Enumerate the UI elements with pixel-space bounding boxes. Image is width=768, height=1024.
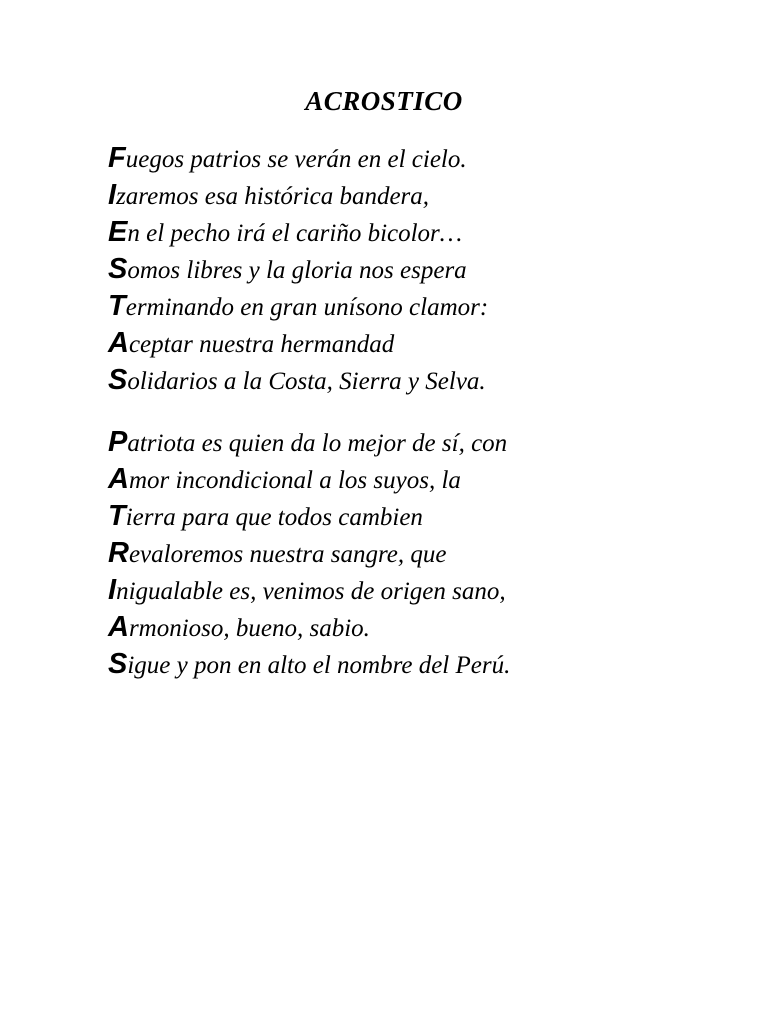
poem-line — [108, 288, 728, 325]
acrostic-initial: S — [108, 253, 128, 285]
poem-line — [108, 646, 728, 683]
poem-line — [108, 424, 728, 461]
acrostic-initial: A — [108, 463, 129, 495]
line-text: rmonioso, bueno, sabio. — [128, 615, 370, 642]
poem-line — [108, 140, 728, 177]
acrostic-initial: R — [108, 537, 129, 569]
line-text: evaloremos nuestra sangre, que — [128, 541, 447, 568]
poem-line — [108, 362, 728, 399]
acrostic-initial: S — [108, 364, 128, 396]
acrostic-initial: P — [108, 426, 128, 458]
line-text: nigualable es, venimos de origen sano, — [116, 578, 506, 605]
poem-line — [108, 572, 728, 609]
acrostic-initial: S — [108, 648, 128, 680]
poem-line — [108, 214, 728, 251]
acrostic-initial: A — [108, 611, 129, 643]
line-text: ierra para que todos cambien — [125, 504, 423, 531]
line-text: mor incondicional a los suyos, la — [128, 467, 461, 494]
poem-line — [108, 535, 728, 572]
line-text: ceptar nuestra hermandad — [128, 331, 395, 358]
poem-line — [108, 461, 728, 498]
poem-title: ACROSTICO — [305, 86, 463, 116]
poem-line — [108, 177, 728, 214]
poem-line — [108, 251, 728, 288]
acrostic-initial: T — [108, 290, 126, 322]
stanza-fiestas — [108, 140, 728, 399]
poem-line — [108, 609, 728, 646]
line-text: zaremos esa histórica bandera, — [116, 183, 430, 210]
acrostic-initial: F — [108, 142, 126, 174]
line-text: omos libres y la gloria nos espera — [127, 257, 467, 284]
stanza-patria — [108, 424, 728, 683]
line-text: olidarios a la Costa, Sierra y Selva. — [127, 368, 486, 395]
poem-line — [108, 325, 728, 362]
line-text: n el pecho irá el cariño bicolor… — [127, 220, 463, 247]
line-text: erminando en gran unísono clamor: — [125, 294, 489, 321]
acrostic-initial: I — [108, 179, 117, 211]
acrostic-initial: E — [108, 216, 128, 248]
line-text: uegos patrios se verán en el cielo. — [125, 146, 467, 173]
acrostic-initial: A — [108, 327, 129, 359]
line-text: igue y pon en alto el nombre del Perú. — [127, 652, 511, 679]
line-text: atriota es quien da lo mejor de sí, con — [127, 430, 508, 457]
poem-line — [108, 498, 728, 535]
acrostic-initial: T — [108, 500, 126, 532]
acrostic-initial: I — [108, 574, 117, 606]
